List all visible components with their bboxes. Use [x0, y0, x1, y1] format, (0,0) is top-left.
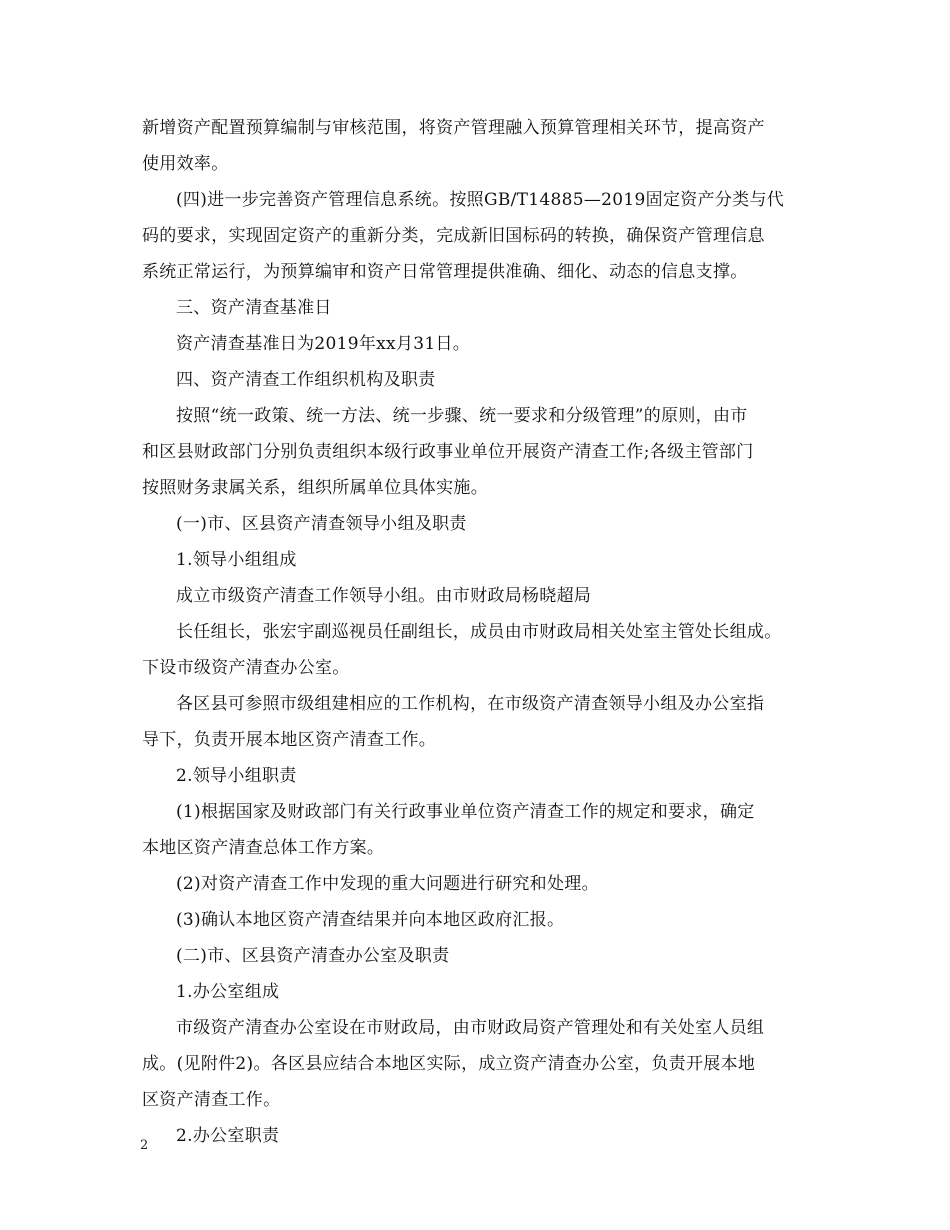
section-heading: 三、资产清查基准日 [176, 298, 332, 318]
text-line: 码的要求，实现固定资产的重新分类，完成新旧国标码的转换，确保资产管理信息 [142, 226, 765, 246]
subsection-heading: 2.领导小组职责 [176, 766, 297, 786]
text-line: 各区县可参照市级组建相应的工作机构，在市级资产清查领导小组及办公室指 [176, 694, 765, 714]
subsection-heading: 1.办公室组成 [176, 982, 280, 1002]
text-line: 资产清查基准日为2019年xx月31日。 [176, 334, 471, 354]
text-line: 按照“统一政策、统一方法、统一步骤、统一要求和分级管理”的原则，由市 [176, 406, 748, 426]
subsection-heading: 1.领导小组组成 [176, 550, 297, 570]
text-line: (1)根据国家及财政部门有关行政事业单位资产清查工作的规定和要求，确定 [176, 802, 755, 822]
text-line: 区资产清查工作。 [142, 1090, 281, 1110]
subsection-heading: (二)市、区县资产清查办公室及职责 [176, 946, 450, 966]
text-line: 按照财务隶属关系，组织所属单位具体实施。 [142, 478, 488, 498]
subsection-heading: (一)市、区县资产清查领导小组及职责 [176, 514, 467, 534]
text-line: (四)进一步完善资产管理信息系统。按照GB/T14885—2019固定资产分类与代 [176, 190, 785, 210]
text-line: 系统正常运行，为预算编审和资产日常管理提供准确、细化、动态的信息支撑。 [142, 262, 748, 282]
text-line: 导下，负责开展本地区资产清查工作。 [142, 730, 437, 750]
text-line: 和区县财政部门分别负责组织本级行政事业单位开展资产清查工作;各级主管部门 [142, 442, 754, 462]
text-line: 长任组长，张宏宇副巡视员任副组长，成员由市财政局相关处室主管处长组成。 [176, 622, 782, 642]
text-line: 本地区资产清查总体工作方案。 [142, 838, 385, 858]
text-line: 下设市级资产清查办公室。 [142, 658, 350, 678]
text-line: 成立市级资产清查工作领导小组。由市财政局杨晓超局 [176, 586, 592, 606]
section-heading: 四、资产清查工作组织机构及职责 [176, 370, 436, 390]
subsection-heading: 2.办公室职责 [176, 1126, 280, 1146]
text-line: (2)对资产清查工作中发现的重大问题进行研究和处理。 [176, 874, 599, 894]
text-line: 使用效率。 [142, 154, 229, 174]
text-line: 成。(见附件2)。各区县应结合本地区实际，成立资产清查办公室，负责开展本地 [142, 1054, 756, 1074]
text-line: 市级资产清查办公室设在市财政局，由市财政局资产管理处和有关处室人员组 [176, 1018, 765, 1038]
text-line: 新增资产配置预算编制与审核范围，将资产管理融入预算管理相关环节，提高资产 [142, 118, 765, 138]
page-number: 2 [140, 1138, 149, 1153]
text-line: (3)确认本地区资产清查结果并向本地区政府汇报。 [176, 910, 565, 930]
